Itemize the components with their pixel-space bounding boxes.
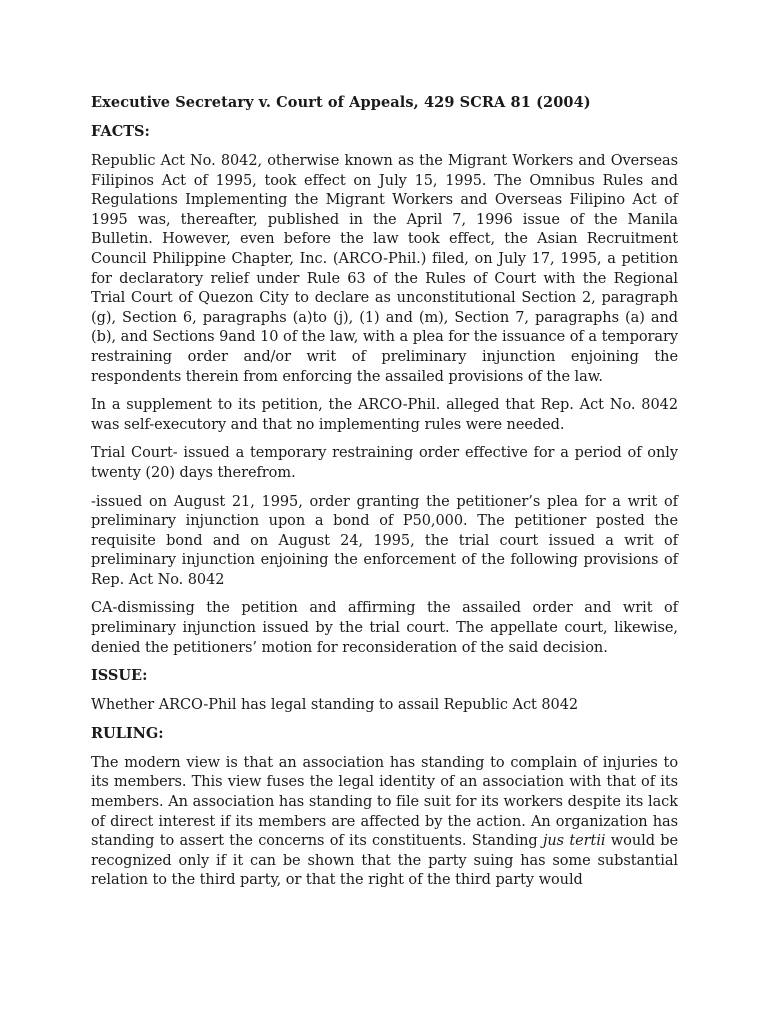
ruling-heading: RULING: — [91, 724, 164, 742]
facts-paragraph: CA-dismissing the petition and affirming the assailed order and writ of preliminary injunction issued by the trial court. The appellate court, likewise, denied the petitioners’ motion for reconsideration of the said decision. — [91, 600, 678, 656]
issue-paragraph: Whether ARCO-Phil has legal standing to assail Republic Act 8042 — [91, 697, 579, 714]
ruling-text-continued: would be recognized only if it can be shown that the party suing has some substantial relation to the third party, or that the right of the third party would — [91, 833, 679, 889]
facts-paragraph: Trial Court- issued a temporary restraining order effective for a period of only twenty (20) days therefrom. — [91, 445, 678, 481]
ruling-italic-term: jus tertii — [542, 833, 606, 850]
ruling-text: The modern view is that an association has standing to complain of injuries to its members. This view fuses the legal identity of an association with that of its members. An association has standing to file suit for its workers despite its lack of direct interest if its members are affected by the action. An organization has standing to assert the concerns of its constituents. Standing — [91, 754, 678, 850]
case-title: Executive Secretary v. Court of Appeals, 429 SCRA 81 (2004) — [91, 94, 591, 111]
facts-heading: FACTS: — [91, 123, 150, 140]
facts-paragraph: In a supplement to its petition, the ARCO-Phil. alleged that Rep. Act No. 8042 was self-executory and that no implementing rules were needed. — [91, 397, 678, 433]
issue-heading: ISSUE: — [91, 667, 148, 685]
ruling-paragraph — [91, 754, 678, 891]
facts-paragraph: -issued on August 21, 1995, order granting the petitioner’s plea for a writ of preliminary injunction upon a bond of P50,000. The petitioner posted the requisite bond and on August 24, 1995, the trial court issued a writ of preliminary injunction enjoining the enforcement of the following provisions of Rep. Act No. 8042 — [91, 493, 678, 588]
facts-paragraph: Republic Act No. 8042, otherwise known as the Migrant Workers and Overseas Filipinos Act of 1995, took effect on July 15, 1995. The Omnibus Rules and Regulations Implementing the Migrant Workers and Overseas Filipino Act of 1995 was, thereafter, published in the April 7, 1996 issue of the Manila Bulletin. However, even before the law took effect, the Asian Recruitment Council Philippine Chapter, Inc. (ARCO-Phil.) filed, on July 17, 1995, a petition for declaratory relief under Rule 63 of the Rules of Court with the Regional Trial Court of Quezon City to declare as unconstitutional Section 2, paragraph (g), Section 6, paragraphs (a)to (j), (1) and (m), Section 7, paragraphs (a) and (b), and Sections 9and 10 of the law, with a plea for the issuance of a temporary restraining order and/or writ of preliminary injunction enjoining the respondents therein from enforcing the assailed provisions of the law. — [91, 153, 678, 385]
